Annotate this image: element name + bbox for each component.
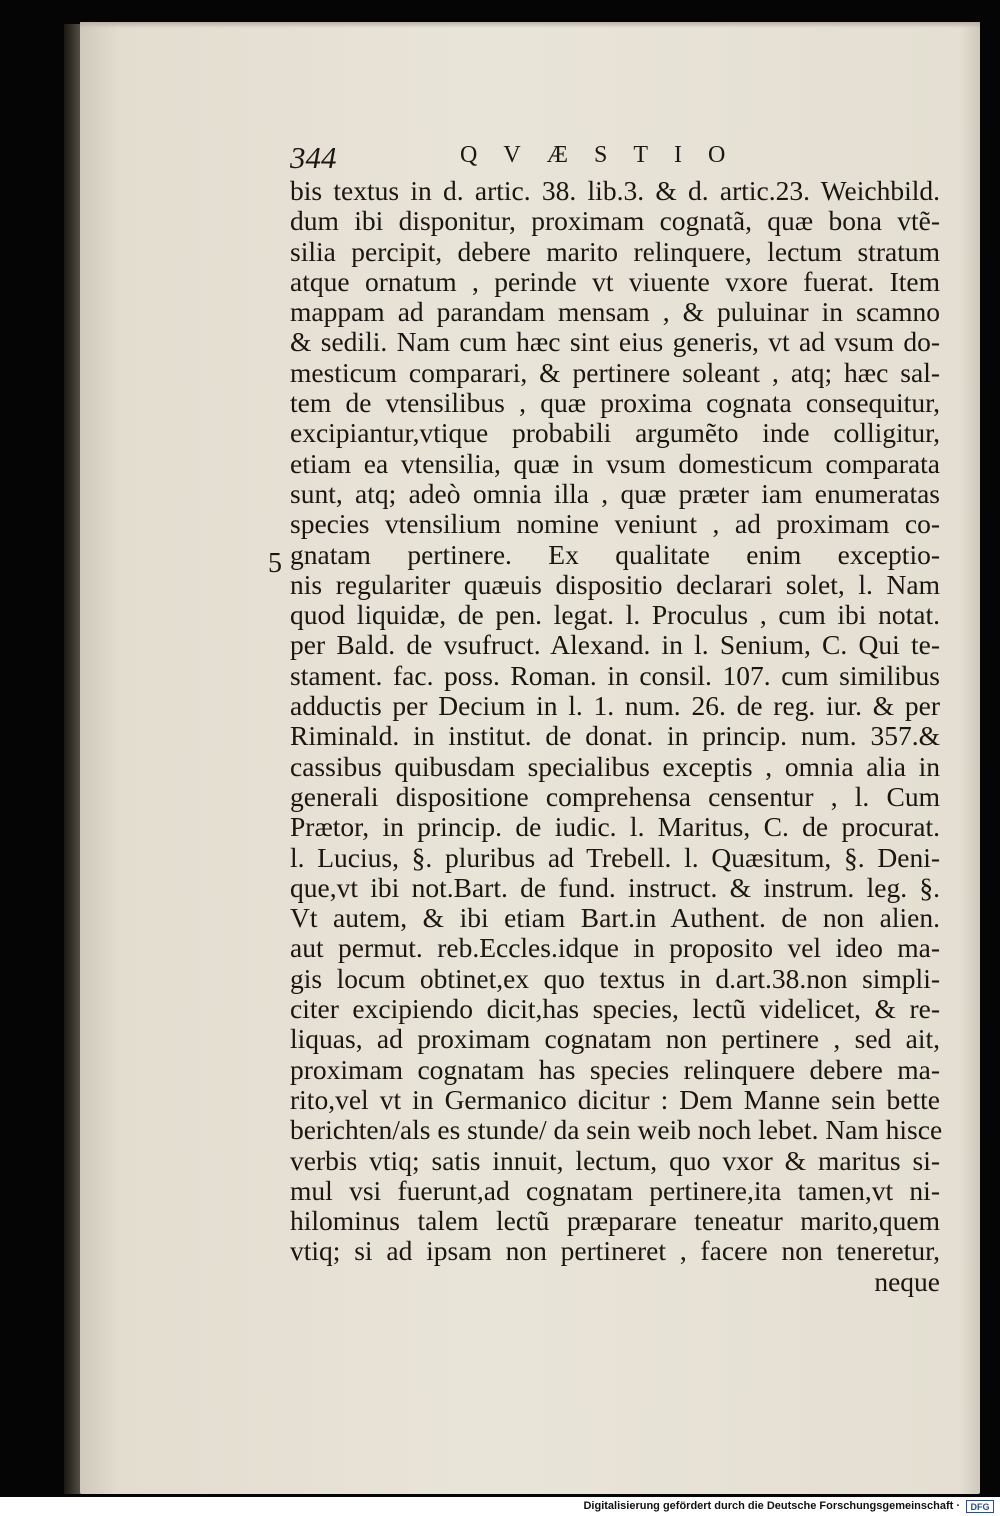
text-line: liquas, ad proximam cognatam non pertinere , sed ait,	[290, 1023, 940, 1055]
text-line: Riminald. in institut. de donat. in princip. num. 357.&	[290, 720, 940, 752]
text-line: sunt, atq; adeò omnia illa , quæ præter iam enumeratas	[290, 477, 940, 509]
text-line: mappam ad parandam mensam , & puluinar in scamno	[290, 296, 940, 328]
text-line: gis locum obtinet,ex quo textus in d.art.38.non simpli-	[290, 962, 940, 994]
text-line: generali dispositione comprehensa censentur , l. Cum	[290, 780, 940, 812]
text-line: mesticum comparari, & pertinere soleant , atq; hæc sal-	[290, 356, 940, 388]
footer-bar	[0, 1497, 1000, 1516]
text-line: citer excipiendo dicit,has species, lectũ videlicet, & re-	[290, 993, 940, 1025]
text-line: atque ornatum , perinde vt viuente vxore fuerat. Item	[290, 265, 940, 297]
text-line: stament. fac. poss. Roman. in consil. 107. cum similibus	[290, 659, 940, 691]
running-head: QVÆSTIO	[460, 142, 752, 168]
text-line: tem de vtensilibus , quæ proxima cognata consequitur,	[290, 387, 940, 419]
page-top-edge	[80, 22, 980, 28]
text-line: vtiq; si ad ipsam non pertineret , facere non teneretur,	[290, 1235, 940, 1267]
text-line: que,vt ibi not.Bart. de fund. instruct. & instrum. leg. §.	[290, 871, 940, 903]
dfg-logo-icon: DFG	[966, 1500, 994, 1513]
text-line: hilominus talem lectũ præparare teneatur marito,quem	[290, 1205, 940, 1237]
text-line: dum ibi disponitur, proximam cognatã, quæ bona vtẽ-	[290, 205, 940, 237]
text-line: mul vsi fuerunt,ad cognatam pertinere,ita tamen,vt ni-	[290, 1174, 940, 1206]
text-line: adductis per Decium in l. 1. num. 26. de reg. iur. & per	[290, 690, 940, 722]
text-line: verbis vtiq; satis innuit, lectum, quo vxor & maritus si-	[290, 1144, 940, 1176]
text-line: bis textus in d. artic. 38. lib.3. & d. artic.23. Weichbild.	[290, 175, 940, 206]
text-line: nis regulariter quæuis dispositio declarari solet, l. Nam	[290, 568, 940, 600]
text-line: Prætor, in princip. de iudic. l. Maritus, C. de procurat.	[290, 811, 940, 843]
text-line: excipiantur,vtique probabili argumẽto inde colligitur,	[290, 417, 940, 449]
text-line: & sedili. Nam cum hæc sint eius generis, vt ad vsum do-	[290, 326, 940, 358]
text-line: quod liquidæ, de pen. legat. l. Proculus , cum ibi notat.	[290, 599, 940, 631]
page-header	[290, 136, 930, 180]
text-line: per Bald. de vsufruct. Alexand. in l. Senium, C. Qui te-	[290, 629, 940, 661]
funding-credit: Digitalisierung gefördert durch die Deutsche Forschungsgemeinschaft ·	[583, 1500, 960, 1512]
text-line: gnatam pertinere. Ex qualitate enim exceptio-	[290, 538, 940, 570]
text-line: cassibus quibusdam specialibus exceptis , omnia alia in	[290, 750, 940, 782]
text-line: aut permut. reb.Eccles.idque in proposito vel ideo ma-	[290, 932, 940, 964]
body-text	[290, 175, 943, 1297]
text-line: etiam ea vtensilia, quæ in vsum domesticum comparata	[290, 447, 940, 479]
margin-note-number: 5	[268, 548, 282, 579]
text-line: berichten/als es stunde/ da sein weib noch lebet. Nam hisce	[290, 1114, 943, 1146]
text-line: silia percipit, debere marito relinquere, lectum stratum	[290, 235, 940, 267]
page-number: 344	[290, 140, 337, 175]
text-line: rito,vel vt in Germanico dicitur : Dem Manne sein bette	[290, 1083, 940, 1115]
text-line: proximam cognatam has species relinquere debere ma-	[290, 1053, 940, 1085]
text-line: l. Lucius, §. pluribus ad Trebell. l. Quæsitum, §. Deni-	[290, 841, 940, 873]
text-line: species vtensilium nomine veniunt , ad proximam co-	[290, 508, 940, 540]
text-line: Vt autem, & ibi etiam Bart.in Authent. de non alien.	[290, 902, 940, 934]
text-line: neque	[874, 1265, 940, 1297]
